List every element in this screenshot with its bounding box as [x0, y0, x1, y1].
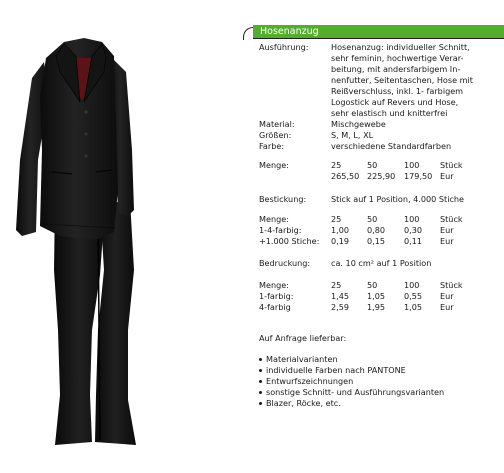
printing-cell: Stück	[440, 280, 463, 290]
bullet-icon	[259, 380, 262, 383]
printing-cell: 1,05	[367, 291, 386, 301]
printing-row-label: 4-farbig	[259, 302, 291, 312]
printing-cell: 100	[404, 280, 420, 290]
quantity-label: Menge:	[259, 160, 289, 170]
ausfuehrung-line: beitung, mit andersfarbigem In-	[331, 64, 461, 74]
printing-cell: 25	[331, 280, 342, 290]
embroidery-cell: 0,11	[404, 236, 423, 246]
embroidery-cell: 0,19	[331, 236, 350, 246]
price-value: 265,50	[331, 171, 360, 181]
ausfuehrung-label: Ausführung:	[259, 42, 309, 52]
ausfuehrung-line: sehr feminin, hochwertige Verar-	[331, 53, 464, 63]
ausfuehrung-line: Logostick auf Revers und Hose,	[331, 97, 459, 107]
embroidery-cell: 1,00	[331, 225, 350, 235]
printing-cell: 1,05	[404, 302, 423, 312]
printing-cell: 50	[367, 280, 378, 290]
printing-cell: 1,45	[331, 291, 350, 301]
list-item-text: sonstige Schnitt- und Ausführungsvarianten	[266, 387, 445, 397]
list-item-text: Entwurfszeichnungen	[266, 376, 354, 386]
printing-cell: 1,95	[367, 302, 386, 312]
ausfuehrung-line: sehr elastisch und knitterfrei	[331, 108, 448, 118]
sizes-value: S, M, L, XL	[331, 130, 374, 140]
bullet-icon	[259, 369, 262, 372]
embroidery-cell: 0,80	[367, 225, 386, 235]
color-value: verschiedene Standardfarben	[331, 141, 452, 151]
printing-row-label: Menge:	[259, 280, 289, 290]
quantity-col: 50	[367, 160, 378, 170]
header-underline	[253, 38, 504, 39]
embroidery-cell: Eur	[440, 225, 454, 235]
price-unit: Eur	[440, 171, 454, 181]
printing-label: Bedruckung:	[259, 258, 311, 268]
ausfuehrung-line: Hosenanzug: individueller Schnitt,	[331, 42, 470, 52]
embroidery-cell: 50	[367, 214, 378, 224]
quantity-col: 100	[404, 160, 420, 170]
material-value: Mischgewebe	[331, 119, 386, 129]
embroidery-cell: Stück	[440, 214, 463, 224]
embroidery-cell: 100	[404, 214, 420, 224]
printing-desc: ca. 10 cm² auf 1 Position	[331, 258, 432, 268]
list-item	[259, 376, 353, 387]
quantity-unit: Stück	[440, 160, 463, 170]
list-item	[259, 387, 444, 398]
printing-row-label: 1-farbig:	[259, 291, 294, 301]
list-item-text: Blazer, Röcke, etc.	[266, 398, 341, 408]
embroidery-row-label: Menge:	[259, 214, 289, 224]
list-item-text: Materialvarianten	[266, 354, 338, 364]
embroidery-cell: 0,15	[367, 236, 386, 246]
embroidery-row-label: +1.000 Stiche:	[259, 236, 320, 246]
bullet-icon	[259, 402, 262, 405]
printing-cell: Eur	[440, 291, 454, 301]
ausfuehrung-line: Reißverschluss, inkl. 1- farbigem	[331, 86, 464, 96]
page-title: Hosenanzug	[260, 26, 319, 37]
price-value: 225,90	[367, 171, 396, 181]
embroidery-row-label: 1-4-farbig:	[259, 225, 302, 235]
embroidery-cell: 25	[331, 214, 342, 224]
material-label: Material:	[259, 119, 295, 129]
list-item	[259, 365, 406, 376]
price-value: 179,50	[404, 171, 433, 181]
list-item	[259, 354, 338, 365]
quantity-col: 25	[331, 160, 342, 170]
printing-cell: 0,55	[404, 291, 423, 301]
list-item-text: individuelle Farben nach PANTONE	[266, 365, 406, 375]
embroidery-desc: Stick auf 1 Position, 4.000 Stiche	[331, 194, 465, 204]
sizes-label: Größen:	[259, 130, 292, 140]
printing-cell: Eur	[440, 302, 454, 312]
embroidery-cell: Eur	[440, 236, 454, 246]
section-header	[243, 25, 504, 39]
embroidery-label: Bestickung:	[259, 194, 307, 204]
color-label: Farbe:	[259, 141, 285, 151]
ausfuehrung-line: nenfutter, Seitentaschen, Hose mit	[331, 75, 473, 85]
product-image-trouser-suit	[0, 0, 240, 473]
printing-cell: 2,59	[331, 302, 350, 312]
bullet-icon	[259, 358, 262, 361]
list-item	[259, 398, 341, 409]
embroidery-cell: 0,30	[404, 225, 423, 235]
on-request-title: Auf Anfrage lieferbar:	[259, 333, 347, 343]
bullet-icon	[259, 391, 262, 394]
